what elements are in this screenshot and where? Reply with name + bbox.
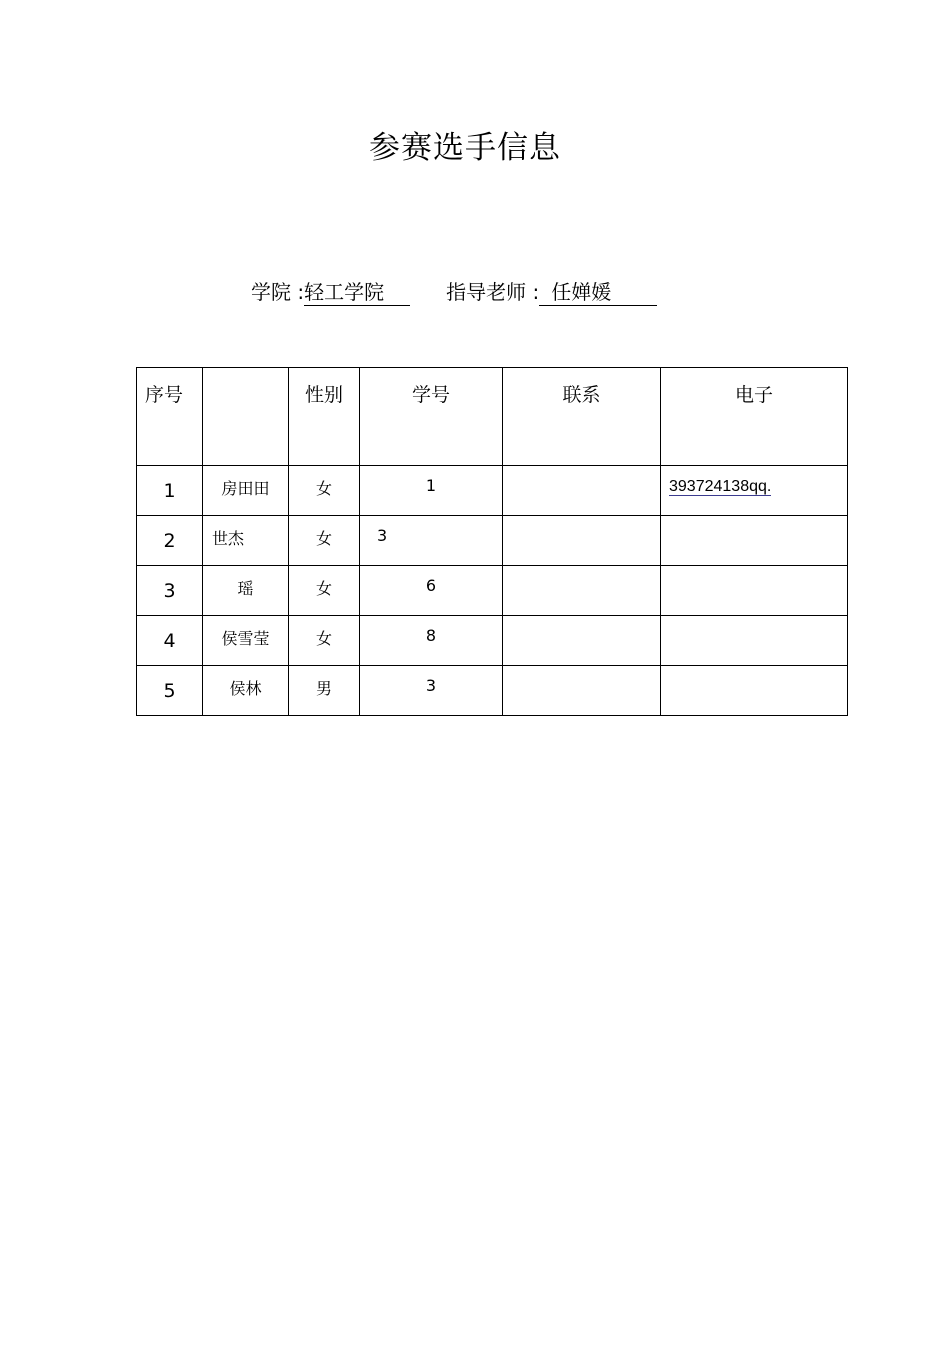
header-student-id: 学号	[360, 368, 503, 466]
cell-name: 侯雪莹	[203, 616, 289, 666]
cell-no: 5	[137, 666, 203, 716]
advisor-label: 指导老师 :	[446, 280, 540, 304]
cell-email	[661, 466, 848, 516]
cell-student-id: 1	[360, 466, 503, 516]
cell-email	[661, 516, 848, 566]
header-contact: 联系	[503, 368, 661, 466]
cell-no: 4	[137, 616, 203, 666]
cell-name: 侯林	[203, 666, 289, 716]
table-row	[137, 566, 848, 616]
cell-gender: 女	[289, 516, 360, 566]
advisor-value: 任婵媛	[539, 279, 657, 306]
cell-contact	[503, 466, 661, 516]
cell-contact	[503, 616, 661, 666]
header-name	[203, 368, 289, 466]
cell-gender: 女	[289, 616, 360, 666]
cell-contact	[503, 666, 661, 716]
roster-table	[136, 367, 848, 716]
cell-student-id: 8	[360, 616, 503, 666]
cell-email	[661, 566, 848, 616]
email-link[interactable]: 393724138qq.	[669, 478, 772, 495]
college-label: 学院 :	[251, 280, 305, 304]
cell-contact	[503, 516, 661, 566]
cell-student-id: 6	[360, 566, 503, 616]
cell-email	[661, 666, 848, 716]
cell-contact	[503, 566, 661, 616]
table-header-row	[137, 368, 848, 466]
cell-email	[661, 616, 848, 666]
cell-name: 世杰	[203, 516, 289, 566]
cell-student-id: 3	[360, 666, 503, 716]
table-row	[137, 516, 848, 566]
cell-no: 1	[137, 466, 203, 516]
cell-gender: 男	[289, 666, 360, 716]
cell-no: 3	[137, 566, 203, 616]
header-gender: 性别	[289, 368, 360, 466]
header-no: 序号	[137, 368, 203, 466]
cell-gender: 女	[289, 566, 360, 616]
header-email: 电子	[661, 368, 848, 466]
cell-gender: 女	[289, 466, 360, 516]
table-row	[137, 466, 848, 516]
college-value: 轻工学院	[304, 279, 410, 306]
cell-no: 2	[137, 516, 203, 566]
table-row	[137, 666, 848, 716]
cell-name: 房田田	[203, 466, 289, 516]
cell-name: 瑶	[203, 566, 289, 616]
table-row	[137, 616, 848, 666]
cell-student-id: 3	[360, 516, 503, 566]
meta-line	[251, 276, 657, 306]
page-title: 参赛选手信息	[369, 130, 561, 166]
